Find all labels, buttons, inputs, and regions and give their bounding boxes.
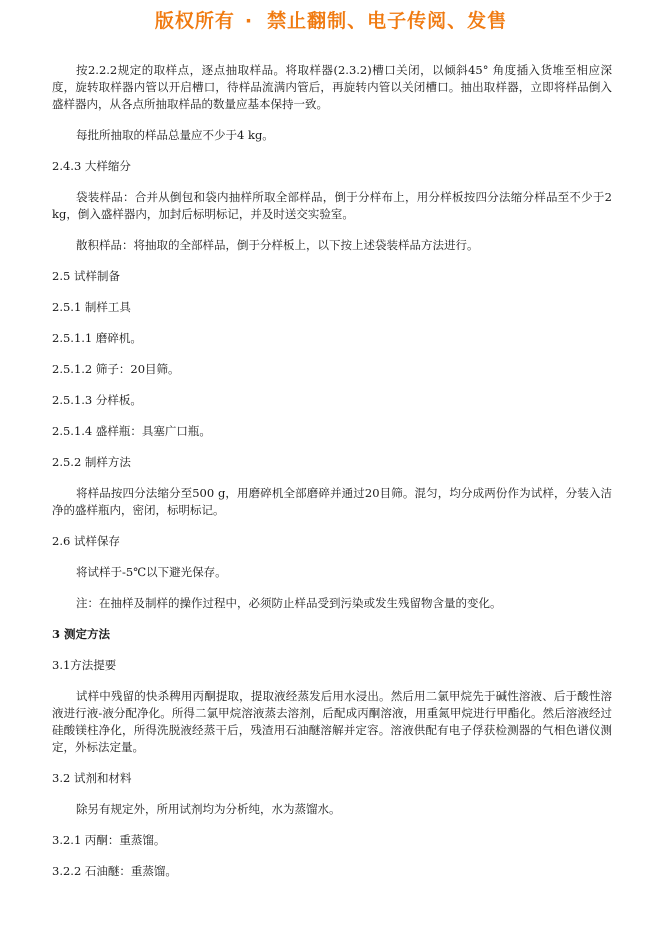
clause-heading: 2.5.1.3 分样板。 (52, 393, 142, 407)
body-paragraph: 将试样于-5℃以下避光保存。 (76, 565, 227, 579)
clause-heading: 2.5 试样制备 (52, 269, 120, 283)
clause-heading: 3.2 试剂和材料 (52, 771, 132, 785)
clause-heading: 2.5.1 制样工具 (52, 300, 131, 314)
body-paragraph: 每批所抽取的样品总量应不少于4 kg。 (76, 128, 274, 142)
body-paragraph: 将样品按四分法缩分至500 g，用磨碎机全部磨碎并通过20目筛。混匀，均分成两份作为试样，分装入洁净的盛样瓶内，密闭，标明标记。 (52, 486, 612, 517)
clause-heading: 2.5.2 制样方法 (52, 455, 131, 469)
clause-heading: 3.2.2 石油醚：重蒸馏。 (52, 864, 177, 878)
body-paragraph: 袋装样品：合并从倒包和袋内抽样所取全部样品，倒于分样布上，用分样板按四分法缩分样品至不少于2 kg，倒入盛样器内，加封后标明标记，并及时送交实验室。 (52, 190, 612, 221)
section-heading: 3 测定方法 (52, 627, 111, 641)
body-paragraph: 除另有规定外，所用试剂均为分析纯，水为蒸馏水。 (76, 802, 341, 816)
clause-heading: 2.5.1.4 盛样瓶：具塞广口瓶。 (52, 424, 211, 438)
document-body (52, 62, 612, 894)
body-paragraph: 按2.2.2规定的取样点，逐点抽取样品。将取样器(2.3.2)槽口关闭，以倾斜45° 角度插入货堆至相应深度，旋转取样器内管以开启槽口，待样品流满内管后，再旋转内管以关闭槽口。抽出取样器，立即将样品倒入盛样器内，从各点所抽取样品的数量应基本保持一致。 (52, 63, 612, 111)
banner-prohibition-text: 禁止翻制、电子传阅、发售 (267, 10, 508, 32)
clause-heading: 2.4.3 大样缩分 (52, 159, 131, 173)
copyright-banner (0, 6, 662, 33)
body-paragraph: 散积样品：将抽取的全部样品，倒于分样板上，以下按上述袋装样品方法进行。 (76, 238, 479, 252)
clause-heading: 2.5.1.2 筛子：20目筛。 (52, 362, 180, 376)
body-paragraph: 注：在抽样及制样的操作过程中，必须防止样品受到污染或发生残留物含量的变化。 (76, 596, 502, 610)
banner-copyright-text: 版权所有 (154, 10, 235, 32)
clause-heading: 2.6 试样保存 (52, 534, 120, 548)
clause-heading: 3.2.1 丙酮：重蒸馏。 (52, 833, 166, 847)
banner-separator: · (244, 10, 254, 32)
body-paragraph: 试样中残留的快杀稗用丙酮提取，提取液经蒸发后用水浸出。然后用二氯甲烷先于碱性溶液、后于酸性溶液进行液-液分配净化。所得二氯甲烷溶液蒸去溶剂，后配成丙酮溶液，用重氮甲烷进行甲酯化。然后溶液经过硅酸镁柱净化，所得洗脱液经蒸干后，残渣用石油醚溶解并定容。溶液供配有电子俘获检测器的气相色谱仪测定，外标法定量。 (52, 689, 612, 754)
clause-heading: 3.1方法提要 (52, 658, 117, 672)
clause-heading: 2.5.1.1 磨碎机。 (52, 331, 142, 345)
